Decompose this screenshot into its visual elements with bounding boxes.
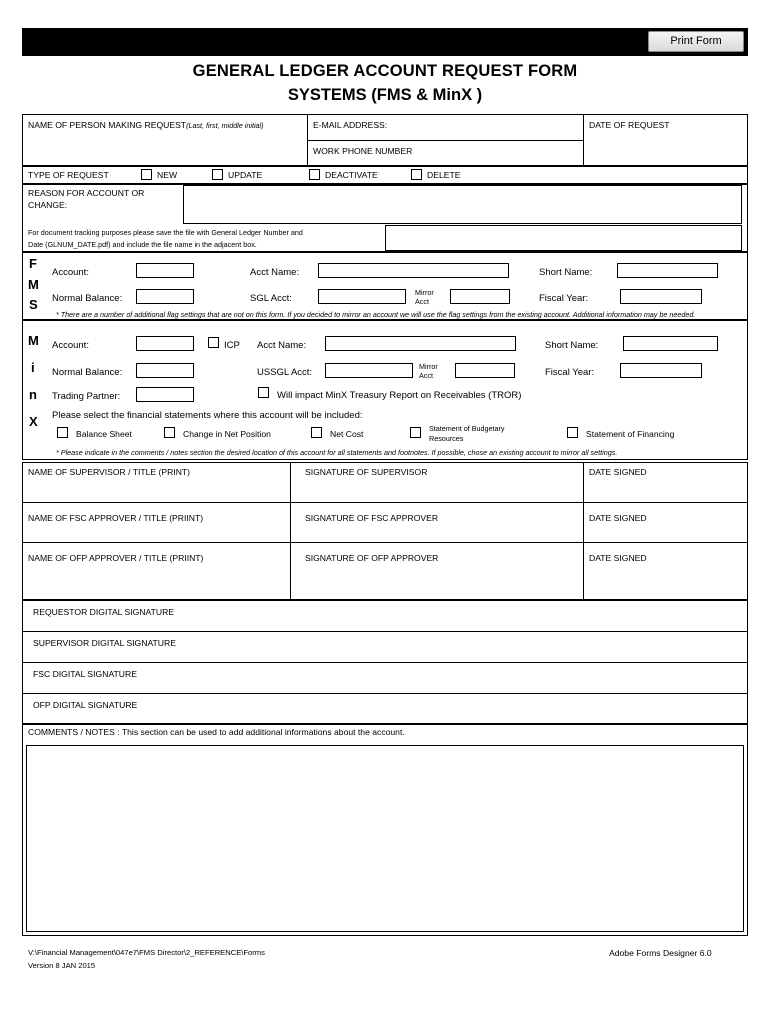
ofp-digital-signature-label: OFP DIGITAL SIGNATURE [33, 700, 138, 710]
approvals-block [22, 462, 748, 600]
ofp-approver-signature-label: SIGNATURE OF OFP APPROVER [305, 553, 439, 563]
checkbox-change-net-position[interactable] [164, 427, 175, 438]
digital-sig-divider-2 [22, 662, 748, 663]
checkbox-net-cost-label: Net Cost [330, 429, 364, 439]
digital-sig-divider-1 [22, 631, 748, 632]
fsc-digital-signature-label: FSC DIGITAL SIGNATURE [33, 669, 137, 679]
ofp-approver-date-label: DATE SIGNED [589, 553, 647, 563]
comments-input[interactable] [26, 745, 744, 932]
email-label: E-MAIL ADDRESS: [313, 120, 388, 130]
request-type-label: TYPE OF REQUEST [28, 170, 109, 180]
fms-acct-name-label: Acct Name: [250, 267, 300, 278]
minx-mirror-acct-input[interactable] [455, 363, 515, 378]
supervisor-signature-label: SIGNATURE OF SUPERVISOR [305, 467, 428, 477]
comments-label: COMMENTS / NOTES : This section can be used to add additional informations about the account. [28, 727, 405, 737]
footer-version: Version 8 JAN 2015 [28, 961, 96, 970]
minx-account-label: Account: [52, 340, 89, 351]
minx-trading-partner-input[interactable] [136, 387, 194, 402]
fms-letter-m: M [28, 277, 39, 292]
tracking-filename-input[interactable] [385, 225, 742, 251]
print-form-button[interactable]: Print Form [648, 31, 744, 52]
page-title [22, 62, 748, 105]
minx-acct-name-input[interactable] [325, 336, 516, 351]
minx-letter-n: n [29, 387, 37, 402]
fsc-approver-name-label: NAME OF FSC APPROVER / TITLE (PRIINT) [28, 513, 204, 523]
minx-mirror-label-line2: Acct [419, 371, 433, 380]
checkbox-delete[interactable] [411, 169, 422, 180]
checkbox-update[interactable] [212, 169, 223, 180]
checkbox-statement-budgetary-resources[interactable] [410, 427, 421, 438]
minx-statements-intro: Please select the financial statements where this account will be included: [52, 410, 363, 421]
fms-sgl-acct-input[interactable] [318, 289, 406, 304]
name-label-italic: (Last, first, middle initial) [186, 121, 264, 130]
checkbox-new[interactable] [141, 169, 152, 180]
fms-sgl-acct-label: SGL Acct: [250, 293, 292, 304]
checkbox-statement-financing-label: Statement of Financing [586, 429, 675, 439]
fms-normal-balance-input[interactable] [136, 289, 194, 304]
supervisor-name-label: NAME OF SUPERVISOR / TITLE (PRINT) [28, 467, 191, 477]
minx-letter-x: X [29, 414, 38, 429]
fms-account-input[interactable] [136, 263, 194, 278]
fms-account-label: Account: [52, 267, 89, 278]
minx-ussgl-acct-input[interactable] [325, 363, 413, 378]
name-label [28, 120, 264, 130]
minx-normal-balance-label: Normal Balance: [52, 367, 123, 378]
request-type-block [22, 166, 748, 184]
checkbox-deactivate-label: DEACTIVATE [325, 170, 378, 180]
checkbox-change-net-position-label: Change in Net Position [183, 429, 271, 439]
tracking-note-line2: Date (GLNUM_DATE.pdf) and include the file name in the adjacent box. [28, 240, 257, 249]
reason-label-line2: CHANGE: [28, 200, 68, 210]
minx-short-name-input[interactable] [623, 336, 718, 351]
minx-note: * Please indicate in the comments / notes section the desired location of this account for all statements and footnotes. If possible, chose an existing account to mirror all settings. [56, 448, 618, 457]
fms-note: * There are a number of additional flag settings that are not on this form. If you decided to mirror an account we will use the flag settings from the existing account. Additional information may be needed. [56, 310, 696, 319]
minx-icp-checkbox[interactable] [208, 337, 219, 348]
minx-icp-label: ICP [224, 340, 240, 351]
checkbox-update-label: UPDATE [228, 170, 263, 180]
minx-fiscal-year-label: Fiscal Year: [545, 367, 595, 378]
title-line-2: SYSTEMS (FMS & MinX ) [287, 86, 483, 104]
minx-normal-balance-input[interactable] [136, 363, 194, 378]
checkbox-statement-budgetary-resources-label: Statement of Budgetary Resources [429, 424, 505, 443]
digital-sig-divider-3 [22, 693, 748, 694]
ofp-approver-name-label: NAME OF OFP APPROVER / TITLE (PRIINT) [28, 553, 204, 563]
supervisor-digital-signature-label: SUPERVISOR DIGITAL SIGNATURE [33, 638, 176, 648]
fsc-approver-date-label: DATE SIGNED [589, 513, 647, 523]
date-of-request-label: DATE OF REQUEST [589, 120, 670, 130]
header-divider-3 [307, 140, 584, 141]
fms-letter-s: S [29, 297, 38, 312]
footer-designer: Adobe Forms Designer 6.0 [609, 948, 712, 958]
fms-fiscal-year-label: Fiscal Year: [539, 293, 589, 304]
checkbox-delete-label: DELETE [427, 170, 461, 180]
approvals-divider-col2 [583, 462, 584, 600]
checkbox-deactivate[interactable] [309, 169, 320, 180]
checkbox-new-label: NEW [157, 170, 178, 180]
tracking-note-line1: For document tracking purposes please save the file with General Ledger Number and [28, 228, 303, 237]
work-phone-label: WORK PHONE NUMBER [313, 146, 413, 156]
reason-input[interactable] [183, 185, 742, 224]
fms-acct-name-input[interactable] [318, 263, 509, 278]
requestor-digital-signature-label: REQUESTOR DIGITAL SIGNATURE [33, 607, 175, 617]
name-label-text: NAME OF PERSON MAKING REQUEST [28, 120, 187, 130]
minx-fiscal-year-input[interactable] [620, 363, 702, 378]
checkbox-net-cost[interactable] [311, 427, 322, 438]
fms-mirror-label-line1: Mirror [415, 288, 434, 297]
fms-short-name-input[interactable] [617, 263, 718, 278]
fms-letter-f: F [29, 256, 37, 271]
fms-mirror-acct-input[interactable] [450, 289, 510, 304]
minx-letter-i: i [31, 360, 35, 375]
fms-fiscal-year-input[interactable] [620, 289, 702, 304]
title-line-1: GENERAL LEDGER ACCOUNT REQUEST FORM [192, 62, 578, 80]
fms-short-name-label: Short Name: [539, 267, 593, 278]
approvals-divider-col1 [290, 462, 291, 600]
fms-mirror-label-line2: Acct [415, 297, 429, 306]
minx-tror-checkbox[interactable] [258, 387, 269, 398]
reason-label-line1: REASON FOR ACCOUNT OR [28, 188, 145, 198]
footer-path: V:\Financial Management\047e7\FMS Director\2_REFERENCE\Forms [28, 948, 265, 957]
approvals-row-divider-2 [22, 542, 748, 543]
minx-account-input[interactable] [136, 336, 194, 351]
minx-tror-label: Will impact MinX Treasury Report on Receivables (TROR) [277, 390, 522, 401]
checkbox-statement-financing[interactable] [567, 427, 578, 438]
fsc-approver-signature-label: SIGNATURE OF FSC APPROVER [305, 513, 439, 523]
minx-letter-m: M [28, 333, 39, 348]
checkbox-balance-sheet[interactable] [57, 427, 68, 438]
minx-trading-partner-label: Trading Partner: [52, 391, 121, 402]
top-black-bar [22, 28, 748, 56]
minx-mirror-label-line1: Mirror [419, 362, 438, 371]
approvals-row-divider-1 [22, 502, 748, 503]
checkbox-balance-sheet-label: Balance Sheet [76, 429, 132, 439]
fms-normal-balance-label: Normal Balance: [52, 293, 123, 304]
minx-short-name-label: Short Name: [545, 340, 599, 351]
minx-acct-name-label: Acct Name: [257, 340, 307, 351]
supervisor-date-label: DATE SIGNED [589, 467, 647, 477]
minx-ussgl-acct-label: USSGL Acct: [257, 367, 313, 378]
